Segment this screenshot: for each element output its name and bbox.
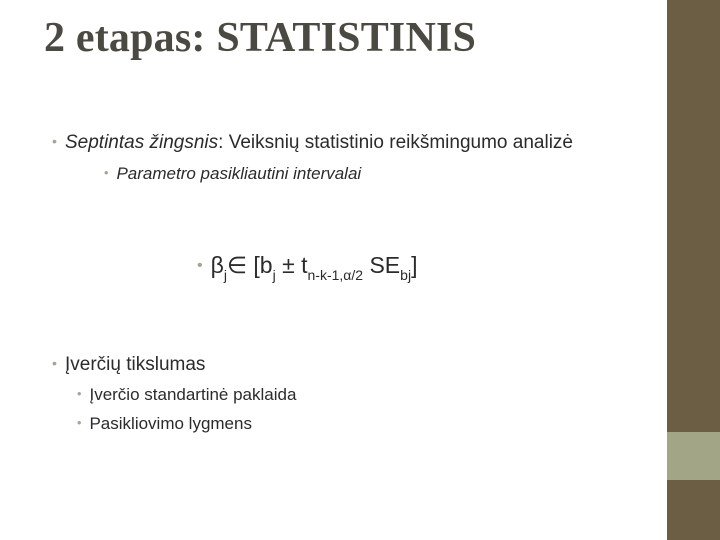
bullet-text: Įverčių tikslumas	[65, 354, 206, 375]
right-band-accent	[667, 432, 720, 480]
bullet-marker: •	[52, 356, 57, 372]
formula-close: ]	[411, 252, 418, 278]
formula-plus-minus: ± t	[275, 252, 308, 278]
bullet-confidence-intervals	[104, 164, 361, 184]
bullet-emphasis: Septintas žingsnis	[65, 132, 219, 153]
slide-title: 2 etapas: STATISTINIS	[44, 15, 477, 61]
bullet-text: Parametro pasikliautini intervalai	[116, 164, 362, 183]
bullet-text: : Veiksnių statistinio reikšmingumo analizė	[218, 132, 573, 153]
confidence-interval-formula	[197, 252, 417, 283]
formula-beta: β	[210, 252, 224, 278]
bullet-marker: •	[77, 415, 82, 430]
bullet-text: Pasikliovimo lygmens	[89, 414, 252, 433]
bullet-estimate-precision	[52, 354, 205, 376]
formula-element-of: ∈	[226, 252, 248, 278]
formula-t-subscript: n-k-1,α/2	[307, 267, 364, 283]
bullet-seventh-step	[52, 132, 573, 154]
formula-open: [b	[247, 252, 273, 278]
right-band-bottom	[667, 480, 720, 540]
bullet-text: Įverčio standartinė paklaida	[89, 385, 297, 404]
bullet-marker: •	[197, 257, 203, 274]
formula-b-subscript: j	[272, 267, 276, 283]
formula-se-subscript: bj	[400, 267, 412, 283]
formula-beta-subscript: j	[223, 267, 227, 283]
bullet-marker: •	[52, 134, 57, 150]
bullet-marker: •	[77, 386, 82, 401]
right-band-top	[667, 0, 720, 432]
bullet-confidence-level	[77, 414, 252, 434]
formula-se: SE	[363, 252, 401, 278]
bullet-marker: •	[104, 165, 109, 180]
bullet-standard-error	[77, 385, 296, 405]
